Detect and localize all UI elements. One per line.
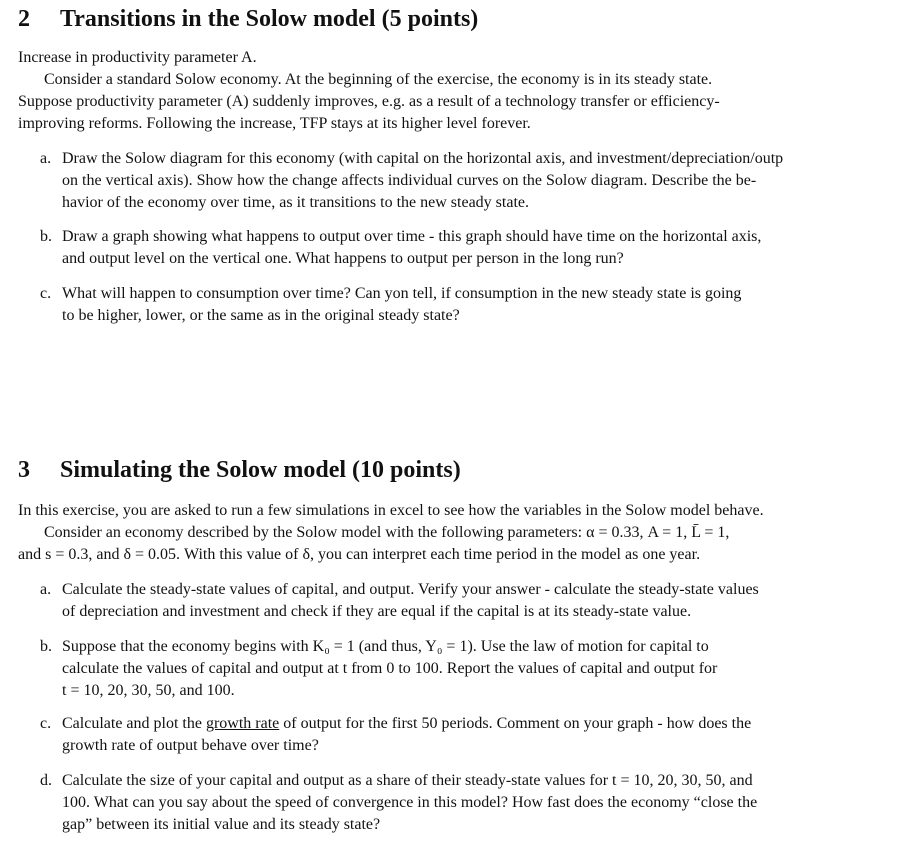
section-3-number: 3 (18, 457, 30, 483)
item-line: Draw a graph showing what happens to output over time - this graph should have time on the horizontal axis, (62, 228, 762, 245)
item-line-text: of output for the first 50 periods. Comment on your graph - how does the (279, 715, 752, 732)
section-3-item-a (40, 579, 906, 623)
item-label: d. (40, 772, 52, 789)
section-2-item-a (40, 148, 906, 214)
section-2-subheading: Increase in productivity parameter A. (18, 49, 257, 66)
item-line: calculate the values of capital and output at t from 0 to 100. Report the values of capital and output for (62, 660, 718, 677)
section-3-heading (18, 455, 461, 485)
item-line: t = 10, 20, 30, 50, and 100. (62, 682, 235, 699)
item-label: b. (40, 228, 52, 245)
section-2-title: Transitions in the Solow model (5 points) (60, 6, 479, 32)
item-line (62, 713, 906, 735)
item-line: What will happen to consumption over time? Can yon tell, if consumption in the new steady state is going (62, 285, 742, 302)
item-line-text: Calculate and plot the (62, 715, 206, 732)
item-label: c. (40, 285, 52, 302)
item-line: Calculate the steady-state values of capital, and output. Verify your answer - calculate the steady-state values (62, 581, 759, 598)
item-line: and output level on the vertical one. What happens to output per person in the long run? (62, 250, 624, 267)
item-line: gap” between its initial value and its steady state? (62, 816, 381, 833)
item-line: 100. What can you say about the speed of convergence in this model? How fast does the economy “close the (62, 794, 758, 811)
section-3-item-b (40, 636, 906, 702)
item-line: on the vertical axis). Show how the change affects individual curves on the Solow diagram. Describe the be- (62, 172, 757, 189)
item-label: a. (40, 581, 52, 598)
item-label: b. (40, 638, 52, 655)
section-3-intro-line: Consider an economy described by the Solow model with the following parameters: α = 0.33, A = 1, L̄ = 1, (44, 524, 730, 541)
section-3-title: Simulating the Solow model (10 points) (60, 457, 461, 483)
section-2-heading (18, 4, 478, 34)
section-2-number: 2 (18, 6, 30, 32)
section-2-intro-line: improving reforms. Following the increase, TFP stays at its higher level forever. (18, 115, 531, 132)
section-2-item-b (40, 226, 906, 270)
section-3-intro-line: and s = 0.3, and δ = 0.05. With this value of δ, you can interpret each time period in the model as one year. (18, 546, 701, 563)
section-2-intro (18, 69, 906, 135)
section-3-intro (18, 500, 906, 566)
section-2-item-c (40, 283, 906, 327)
item-line: Calculate the size of your capital and output as a share of their steady-state values for t = 10, 20, 30, 50, and (62, 772, 753, 789)
item-label: c. (40, 715, 52, 732)
section-3-item-d (40, 770, 906, 836)
item-line: growth rate of output behave over time? (62, 737, 319, 754)
section-2-intro-line: Suppose productivity parameter (A) suddenly improves, e.g. as a result of a technology transfer or efficiency- (18, 93, 720, 110)
item-label: a. (40, 150, 52, 167)
section-2-intro-line: Consider a standard Solow economy. At the beginning of the exercise, the economy is in its steady state. (44, 71, 713, 88)
item-line: Draw the Solow diagram for this economy (with capital on the horizontal axis, and investment/depreciation/outp (62, 150, 784, 167)
item-line: of depreciation and investment and check if they are equal if the capital is at its steady-state value. (62, 603, 692, 620)
item-line: to be higher, lower, or the same as in the original steady state? (62, 307, 460, 324)
section-3-intro-line: In this exercise, you are asked to run a few simulations in excel to see how the variables in the Solow model behave. (18, 502, 764, 519)
item-line: Suppose that the economy begins with K₀ = 1 (and thus, Y₀ = 1). Use the law of motion for capital to (62, 638, 709, 655)
item-line: havior of the economy over time, as it transitions to the new steady state. (62, 194, 529, 211)
growth-rate-underlined: growth rate (205, 715, 280, 732)
section-3-item-c (40, 713, 906, 757)
